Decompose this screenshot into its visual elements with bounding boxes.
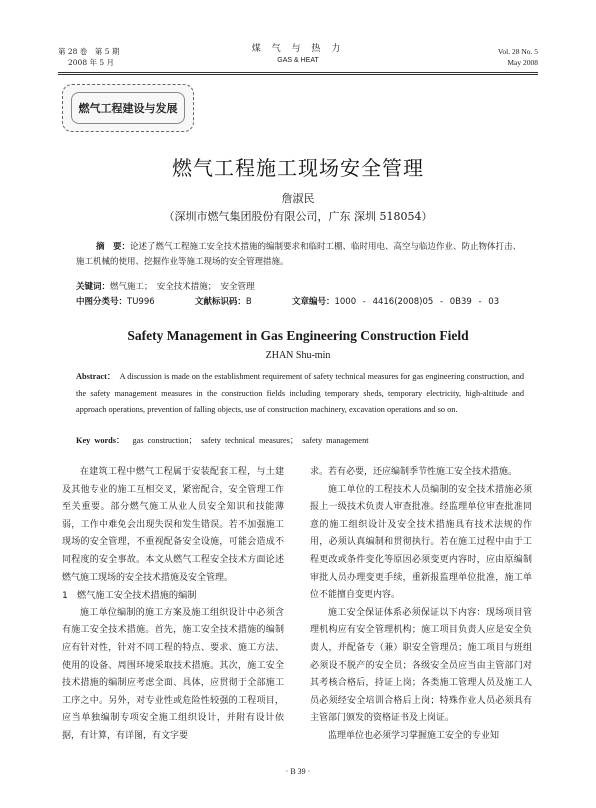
date-cn: 2008 年 5 月 <box>68 58 115 67</box>
affiliation-cn: （深圳市燃气集团股份有限公司，广东 深圳 518054） <box>163 210 433 223</box>
body-paragraph: 施工单位编制的施工方案及施工组织设计中必须含有施工安全技术措施。首先，施工安全技术措施的编制应有针对性，针对不同工程的特点、要求、施工方法、使用的设备、周围环境采取技术措施。其次，施工安全技术措施的编制应考虑全面、具体，应贯彻于全部施工工序之中。另外，对专业性或危险性较强的工程项目，应当单独编制专项安全施工组织设计，并附有设计依据，有计算，有详图，有文字要 <box>62 607 284 741</box>
date-en: May 2008 <box>507 58 538 67</box>
body-column-right <box>310 464 532 746</box>
doc-code-value: B <box>245 297 252 307</box>
article-no-label: 文章编号： <box>291 297 335 307</box>
abstract-en <box>76 369 524 419</box>
header-rule-thin <box>58 74 538 75</box>
article-title-cn: 燃气工程施工现场安全管理 <box>172 156 424 180</box>
body-paragraph: 施工单位的工程技术人员编制的安全技术措施必须报上一级技术负责人审查批准。经监理单位审查批准同意的施工组织设计及安全技术措施具有技术法规的作用，必须认真编制和贯彻执行。若在施工过程中由于工程更改或条件变化等原因必须变更内容时，应由原编制审批人员办理变更手续，重新报监理单位批准，施工单位不能擅自变更内容。 <box>310 484 532 601</box>
keywords-text-cn: 燃气施工； 安全技术措施； 安全管理 <box>110 282 255 292</box>
body-paragraph: 求。若有必要，还应编制季节性施工安全技术措施。 <box>310 467 518 477</box>
journal-name-cn: 煤 气 与 热 力 <box>251 44 345 54</box>
body-paragraph: 施工安全保证体系必须保证以下内容：现场项目管理机构应有安全管理机构；施工项目负责人应是安全负责人，并配备专（兼）职安全管理员；施工项目与班组必须设不脱产的安全员；各级安全员应当由主管部门对其考核合格后，持证上岗；各类施工管理人员及施工人员必须经安全培训合格后上岗；特殊作业人员必须具有主管部门颁发的资格证书及上岗证。 <box>310 607 532 724</box>
body-paragraph: 监理单位也必须学习掌握施工安全的专业知 <box>328 730 500 741</box>
body-paragraph: 在建筑工程中燃气工程属于安装配套工程，与土建及其他专业的施工互相交叉，紧密配合，安全管理工作至关重要。部分燃气施工从业人员安全知识和技能薄弱，工作中难免会出现失误和发生错误。若不加强施工现场的安全管理，不重视配备安全设施，可能会造成不同程度的安全事故。本文从燃气工程安全技术方面论述燃气施工现场的安全技术措施及安全管理。 <box>62 467 284 583</box>
abstract-text-cn: 论述了燃气工程施工安全技术措施的编制要求和临时工棚、临时用电、高空与临边作业、防止物体打击、施工机械的使用、挖掘作业等施工现场的安全管理措施。 <box>76 242 522 267</box>
article-no-value: 1000 - 4416(2008)05 - 0B39 - 03 <box>334 297 500 307</box>
header-volume-en-block <box>498 46 538 68</box>
keywords-en <box>76 433 524 448</box>
doc-code-label: 文献标识码： <box>194 297 246 307</box>
header-rule <box>58 72 538 73</box>
volume-issue-en: Vol. 28 No. 5 <box>497 47 538 56</box>
author-cn: 詹淑民 <box>281 192 315 205</box>
volume-issue-cn: 第 28 卷 第 5 期 <box>58 47 120 56</box>
abstract-label-en: Abstract： <box>76 372 116 381</box>
clc-label: 中图分类号： <box>76 297 128 307</box>
journal-name-en: GAS & HEAT <box>277 57 319 64</box>
section-heading: 1 燃气施工安全技术措施的编制 <box>62 590 197 602</box>
section-label: 燃气工程建设与发展 <box>71 92 185 124</box>
abstract-text-en: A discussion is made on the establishment requirement of safety technical measures for gas engineering construction, and the safety management measures in the construction fields including temporary sheds, temporary electricity, high-altitude and approach operations, prevention of falling objects, use of construction machinery, excavation operations and so on. <box>76 372 525 414</box>
classification-line <box>76 295 524 310</box>
abstract-cn <box>76 240 524 270</box>
clc-value: TU996 <box>127 297 155 307</box>
abstract-label-cn: 摘 要： <box>96 242 131 252</box>
author-en: ZHAN Shu-min <box>265 350 331 361</box>
keywords-text-en: gas construction； safety technical measures； safety management <box>132 436 369 445</box>
section-badge <box>62 84 194 132</box>
body-column-left <box>62 464 284 746</box>
article-title-en: Safety Management in Gas Engineering Construction Field <box>127 328 469 343</box>
page-number: · B 39 · <box>285 767 311 776</box>
keywords-cn <box>76 280 524 295</box>
keywords-label-en: Key words： <box>76 436 125 445</box>
keywords-label-cn: 关键词： <box>76 282 111 292</box>
